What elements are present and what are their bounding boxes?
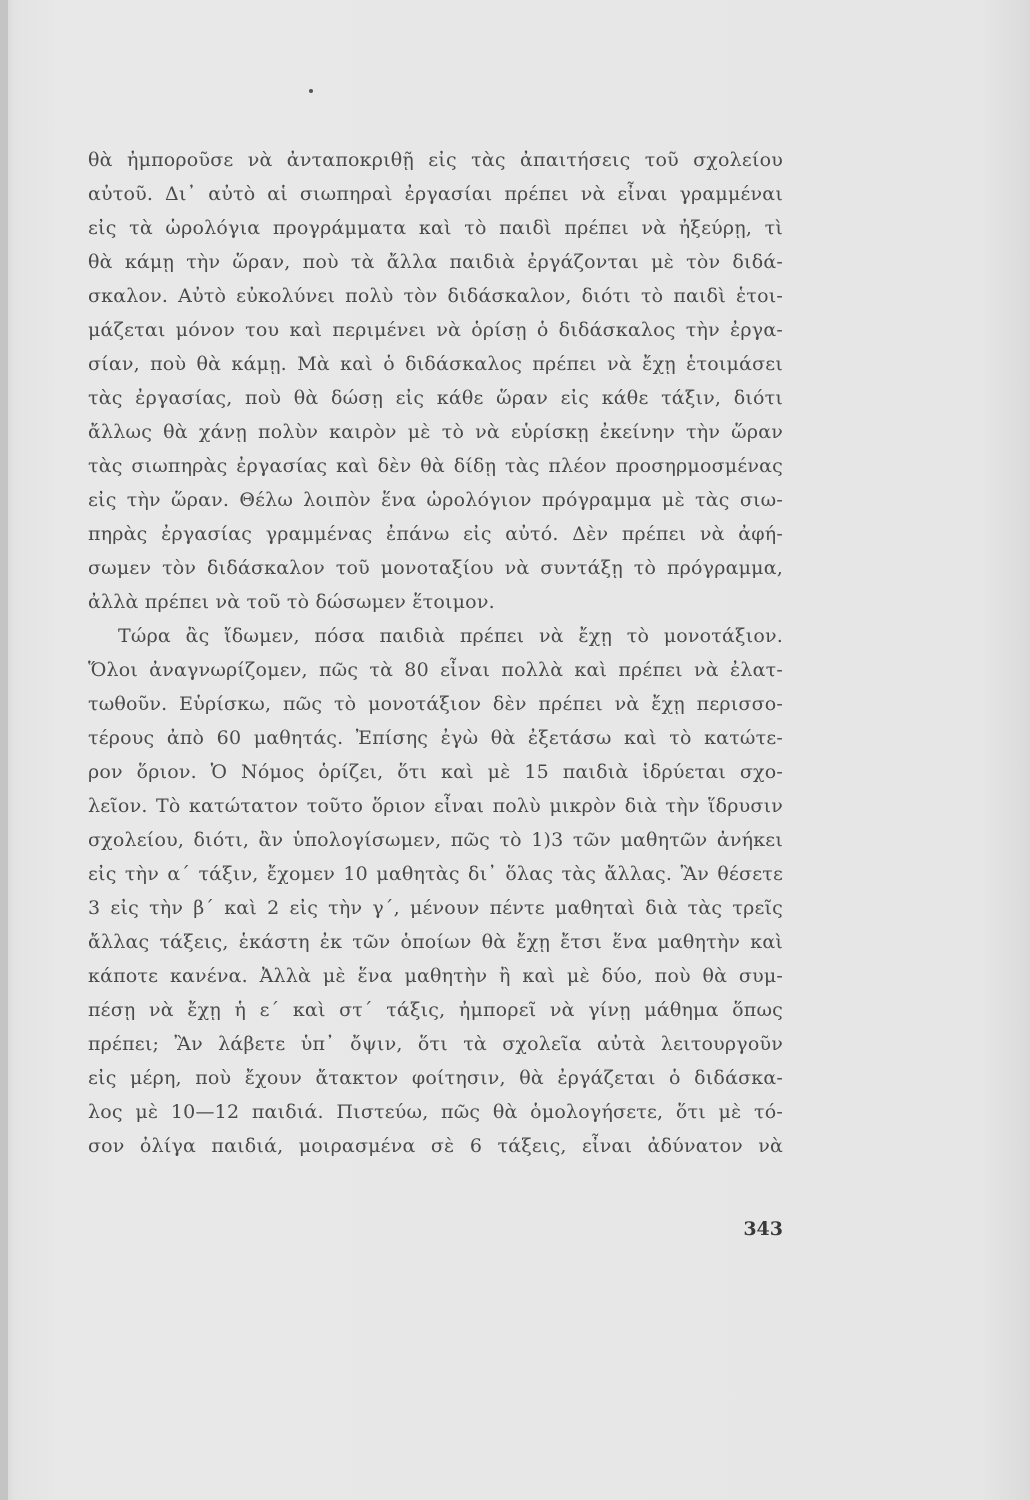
text-line: μάζεται μόνον του καὶ περιμένει νὰ ὁρίσῃ ὁ διδάσκαλος τὴν ἐργα- (88, 319, 783, 341)
text-line: ἄλλως θὰ χάνῃ πολὺν καιρὸν μὲ τὸ νὰ εὑρίσκῃ ἐκείνην τὴν ὥραν (88, 421, 783, 443)
page-gutter-shadow (0, 0, 8, 1500)
body-text (88, 143, 783, 1163)
text-line: τέρους ἀπὸ 60 μαθητάς. Ἐπίσης ἐγὼ θὰ ἐξετάσω καὶ τὸ κατώτε- (88, 727, 783, 749)
text-line: θὰ κάμῃ τὴν ὥραν, ποὺ τὰ ἄλλα παιδιὰ ἐργάζονται μὲ τὸν διδά- (88, 251, 783, 273)
text-line: λεῖον. Τὸ κατώτατον τοῦτο ὅριον εἶναι πολὺ μικρὸν διὰ τὴν ἵδρυσιν (88, 795, 783, 817)
text-line: σον ὀλίγα παιδιά, μοιρασμένα σὲ 6 τάξεις, εἶναι ἀδύνατον νὰ (88, 1135, 783, 1157)
text-line: σκαλον. Αὐτὸ εὐκολύνει πολὺ τὸν διδάσκαλον, διότι τὸ παιδὶ ἑτοι- (88, 285, 783, 307)
page-number: 343 (743, 1218, 783, 1240)
text-line: Ὅλοι ἀναγνωρίζομεν, πῶς τὰ 80 εἶναι πολλὰ καὶ πρέπει νὰ ἐλατ- (88, 659, 783, 681)
text-line: ρον ὅριον. Ὁ Νόμος ὁρίζει, ὅτι καὶ μὲ 15 παιδιὰ ἱδρύεται σχο- (88, 761, 783, 783)
text-line: εἰς τὴν α΄ τάξιν, ἔχομεν 10 μαθητὰς δι᾽ ὅλας τὰς ἄλλας. Ἂν θέσετε (88, 863, 783, 885)
text-line: τὰς ἐργασίας, ποὺ θὰ δώσῃ εἰς κάθε ὥραν εἰς κάθε τάξιν, διότι (88, 387, 783, 409)
text-line: αὐτοῦ. Δι᾽ αὐτὸ αἱ σιωπηραὶ ἐργασίαι πρέπει νὰ εἶναι γραμμέναι (88, 183, 783, 205)
text-line: σωμεν τὸν διδάσκαλον τοῦ μονοταξίου νὰ συντάξῃ τὸ πρόγραμμα, (88, 557, 783, 579)
ink-speck (309, 89, 313, 93)
text-line: εἰς τὴν ὥραν. Θέλω λοιπὸν ἕνα ὡρολόγιον πρόγραμμα μὲ τὰς σιω- (88, 489, 783, 511)
text-line: πρέπει; Ἂν λάβετε ὑπ᾽ ὄψιν, ὅτι τὰ σχολεῖα αὐτὰ λειτουργοῦν (88, 1033, 783, 1055)
text-line: λος μὲ 10—12 παιδιά. Πιστεύω, πῶς θὰ ὁμολογήσετε, ὅτι μὲ τό- (88, 1101, 783, 1123)
text-line: ἄλλας τάξεις, ἑκάστη ἐκ τῶν ὁποίων θὰ ἔχῃ ἔτσι ἕνα μαθητὴν καὶ (88, 931, 783, 953)
text-line: πηρὰς ἐργασίας γραμμένας ἐπάνω εἰς αὐτό. Δὲν πρέπει νὰ ἀφή- (88, 523, 783, 545)
paragraph-2 (88, 619, 783, 1163)
text-line: 3 εἰς τὴν β΄ καὶ 2 εἰς τὴν γ΄, μένουν πέντε μαθηταὶ διὰ τὰς τρεῖς (88, 897, 783, 919)
text-line: κάποτε κανένα. Ἀλλὰ μὲ ἕνα μαθητὴν ἢ καὶ μὲ δύο, ποὺ θὰ συμ- (88, 965, 783, 987)
text-line: ἀλλὰ πρέπει νὰ τοῦ τὸ δώσωμεν ἕτοιμον. (88, 591, 495, 613)
text-line: εἰς τὰ ὡρολόγια προγράμματα καὶ τὸ παιδὶ πρέπει νὰ ἠξεύρῃ, τὶ (88, 217, 783, 239)
text-line: σίαν, ποὺ θὰ κάμῃ. Μὰ καὶ ὁ διδάσκαλος πρέπει νὰ ἔχῃ ἑτοιμάσει (88, 353, 783, 375)
text-line: σχολείου, διότι, ἂν ὑπολογίσωμεν, πῶς τὸ 1)3 τῶν μαθητῶν ἀνήκει (88, 829, 783, 851)
text-line: Τώρα ἂς ἴδωμεν, πόσα παιδιὰ πρέπει νὰ ἔχῃ τὸ μονοτάξιον. (118, 625, 783, 647)
text-line: πέσῃ νὰ ἔχῃ ἡ ε΄ καὶ στ΄ τάξις, ἠμπορεῖ νὰ γίνῃ μάθημα ὅπως (88, 999, 783, 1021)
text-line: εἰς μέρη, ποὺ ἔχουν ἄτακτον φοίτησιν, θὰ ἐργάζεται ὁ διδάσκα- (88, 1067, 783, 1089)
text-line: τωθοῦν. Εὑρίσκω, πῶς τὸ μονοτάξιον δὲν πρέπει νὰ ἔχῃ περισσο- (88, 693, 783, 715)
paragraph-1 (88, 143, 783, 619)
text-line: τὰς σιωπηρὰς ἐργασίας καὶ δὲν θὰ δίδῃ τὰς πλέον προσηρμοσμένας (88, 455, 783, 477)
text-line: θὰ ἠμποροῦσε νὰ ἀνταποκριθῇ εἰς τὰς ἀπαιτήσεις τοῦ σχολείου (88, 149, 783, 171)
